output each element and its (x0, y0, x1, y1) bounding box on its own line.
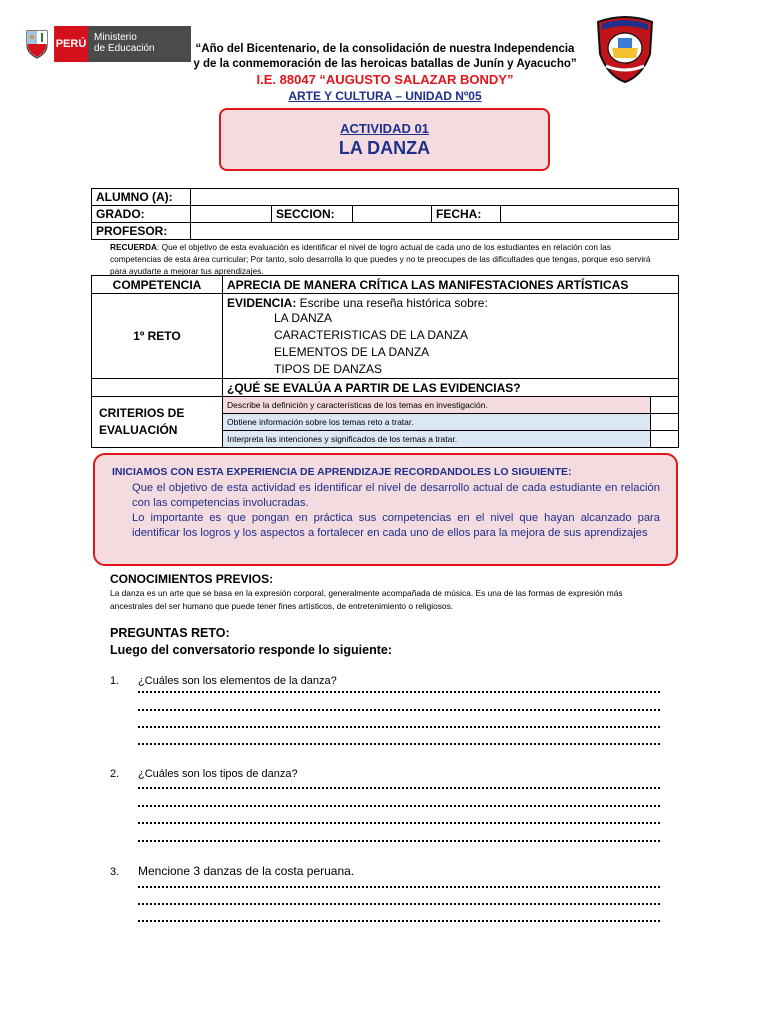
profesor-row (92, 223, 679, 240)
activity-title-box (219, 108, 550, 171)
evidencia-label: EVIDENCIA: (227, 296, 297, 310)
question-text: ¿Cuáles son los tipos de danza? (138, 768, 298, 780)
student-info-table (91, 188, 679, 240)
que-evalua-empty (92, 379, 223, 397)
preguntas-subtitle: Luego del conversatorio responde lo siguiente: (110, 643, 392, 657)
que-evalua-row (92, 379, 679, 397)
ministry-line-2: de Educación (94, 43, 155, 54)
evidencia-item: LA DANZA (274, 311, 333, 325)
evidencia-cell (223, 294, 679, 379)
question-text: ¿Cuáles son los elementos de la danza? (138, 675, 337, 687)
evidencia-text: Escribe una reseña histórica sobre: (296, 296, 488, 310)
answer-line[interactable] (138, 709, 660, 711)
reminder-paragraph-1: Que el objetivo de esta actividad es identificar el nivel de desarrollo actual de cada estudiante en relación con las competencias involucradas. (132, 482, 660, 509)
recuerda-note (110, 241, 662, 277)
question-1 (110, 675, 662, 755)
answer-line[interactable] (138, 886, 660, 888)
que-evalua-label: ¿QUÉ SE EVALÚA A PARTIR DE LAS EVIDENCIAS? (223, 379, 679, 397)
criterio-3-check[interactable] (651, 431, 679, 448)
criterios-label-2: EVALUACIÓN (99, 423, 178, 437)
answer-line[interactable] (138, 805, 660, 807)
peru-label: PERÚ (54, 26, 88, 62)
activity-number: ACTIVIDAD 01 (340, 121, 429, 136)
question-number: 1. (110, 675, 120, 687)
recuerda-text: : Que el objetivo de esta evaluación es identificar el nivel de logro actual de cada uno de los estudiantes en relación con las competencias de esta área curricular; Por tanto, solo desarrolla lo que puedes y no te preocupes de las dificultades que tengas, porque eso servirá para ayudarte a mejorar tus aprendizajes. (110, 242, 651, 276)
preguntas-title: PREGUNTAS RETO: (110, 626, 230, 640)
competencia-table (91, 275, 679, 448)
reto-label: 1º RETO (92, 294, 223, 379)
answer-line[interactable] (138, 822, 660, 824)
activity-title: LA DANZA (338, 138, 431, 158)
reminder-paragraph-2: Lo importante es que pongan en práctica sus competencias en el nivel que hayan alcanzado para identificar los logros y los aspectos a fortalecer en cada uno de ellos para la mejora de sus aprendizajes (132, 512, 660, 539)
evidencia-list (227, 310, 674, 378)
ministry-label (88, 26, 191, 62)
answer-line[interactable] (138, 743, 660, 745)
minedu-logo (20, 26, 191, 62)
criterio-1: Describe la definición y características de los temas en investigación. (223, 397, 651, 414)
grado-label: GRADO: (92, 206, 191, 223)
seccion-field[interactable] (353, 206, 432, 223)
school-crest-icon (592, 14, 658, 84)
peru-coat-of-arms-icon (20, 26, 54, 62)
profesor-label: PROFESOR: (92, 223, 191, 240)
question-number: 3. (110, 866, 120, 878)
answer-line[interactable] (138, 840, 660, 842)
seccion-label: SECCION: (272, 206, 353, 223)
header-line-2: y de la conmemoración de las heroicas batallas de Junín y Ayacucho” (193, 58, 577, 70)
recuerda-label: RECUERDA (110, 242, 158, 252)
evidencia-item: ELEMENTOS DE LA DANZA (274, 345, 430, 359)
evidencia-item: TIPOS DE DANZAS (274, 362, 383, 376)
grado-row (92, 206, 679, 223)
question-number: 2. (110, 768, 120, 780)
answer-line[interactable] (138, 787, 660, 789)
criterio-3: Interpreta las intenciones y significados de los temas a tratar. (223, 431, 651, 448)
unit-title: ARTE Y CULTURA – UNIDAD Nº05 (288, 89, 482, 103)
evidencia-item: CARACTERISTICAS DE LA DANZA (274, 328, 469, 342)
alumno-field[interactable] (191, 189, 679, 206)
competencia-value: APRECIA DE MANERA CRÍTICA LAS MANIFESTACIONES ARTÍSTICAS (223, 276, 679, 294)
criterio-row (92, 397, 679, 414)
alumno-label: ALUMNO (A): (92, 189, 191, 206)
conocimientos-text: La danza es un arte que se basa en la expresión corporal, generalmente acompañada de música. Es una de las formas de expresión más ancestrales del ser humano que puede tener fines artísticos, de entretenimiento o religiosos. (110, 588, 623, 611)
answer-line[interactable] (138, 726, 660, 728)
criterios-label (92, 397, 223, 448)
answer-line[interactable] (138, 920, 660, 922)
reminder-title: INICIAMOS CON ESTA EXPERIENCIA DE APRENDIZAJE RECORDANDOLES LO SIGUIENTE: (112, 466, 572, 478)
answer-line[interactable] (138, 903, 660, 905)
answer-line[interactable] (138, 691, 660, 693)
criterios-label-1: CRITERIOS DE (99, 406, 185, 420)
fecha-field[interactable] (501, 206, 679, 223)
school-name: I.E. 88047 “AUGUSTO SALAZAR BONDY” (256, 72, 514, 87)
question-2 (110, 768, 662, 848)
competencia-label: COMPETENCIA (92, 276, 223, 294)
fecha-label: FECHA: (432, 206, 501, 223)
reto-row (92, 294, 679, 379)
header-line-1: “Año del Bicentenario, de la consolidación de nuestra Independencia (195, 43, 575, 55)
profesor-field[interactable] (191, 223, 679, 240)
header-motto (190, 42, 580, 72)
competencia-row (92, 276, 679, 294)
question-3 (110, 864, 662, 944)
alumno-row (92, 189, 679, 206)
grado-field[interactable] (191, 206, 272, 223)
reminder-box (93, 453, 678, 566)
ministry-line-1: Ministerio (94, 32, 137, 43)
conocimientos-title: CONOCIMIENTOS PREVIOS: (110, 572, 274, 586)
criterio-2: Obtiene información sobre los temas reto a tratar. (223, 414, 651, 431)
evidencia-heading (227, 296, 674, 310)
question-text: Mencione 3 danzas de la costa peruana. (138, 864, 355, 878)
criterio-2-check[interactable] (651, 414, 679, 431)
criterio-1-check[interactable] (651, 397, 679, 414)
